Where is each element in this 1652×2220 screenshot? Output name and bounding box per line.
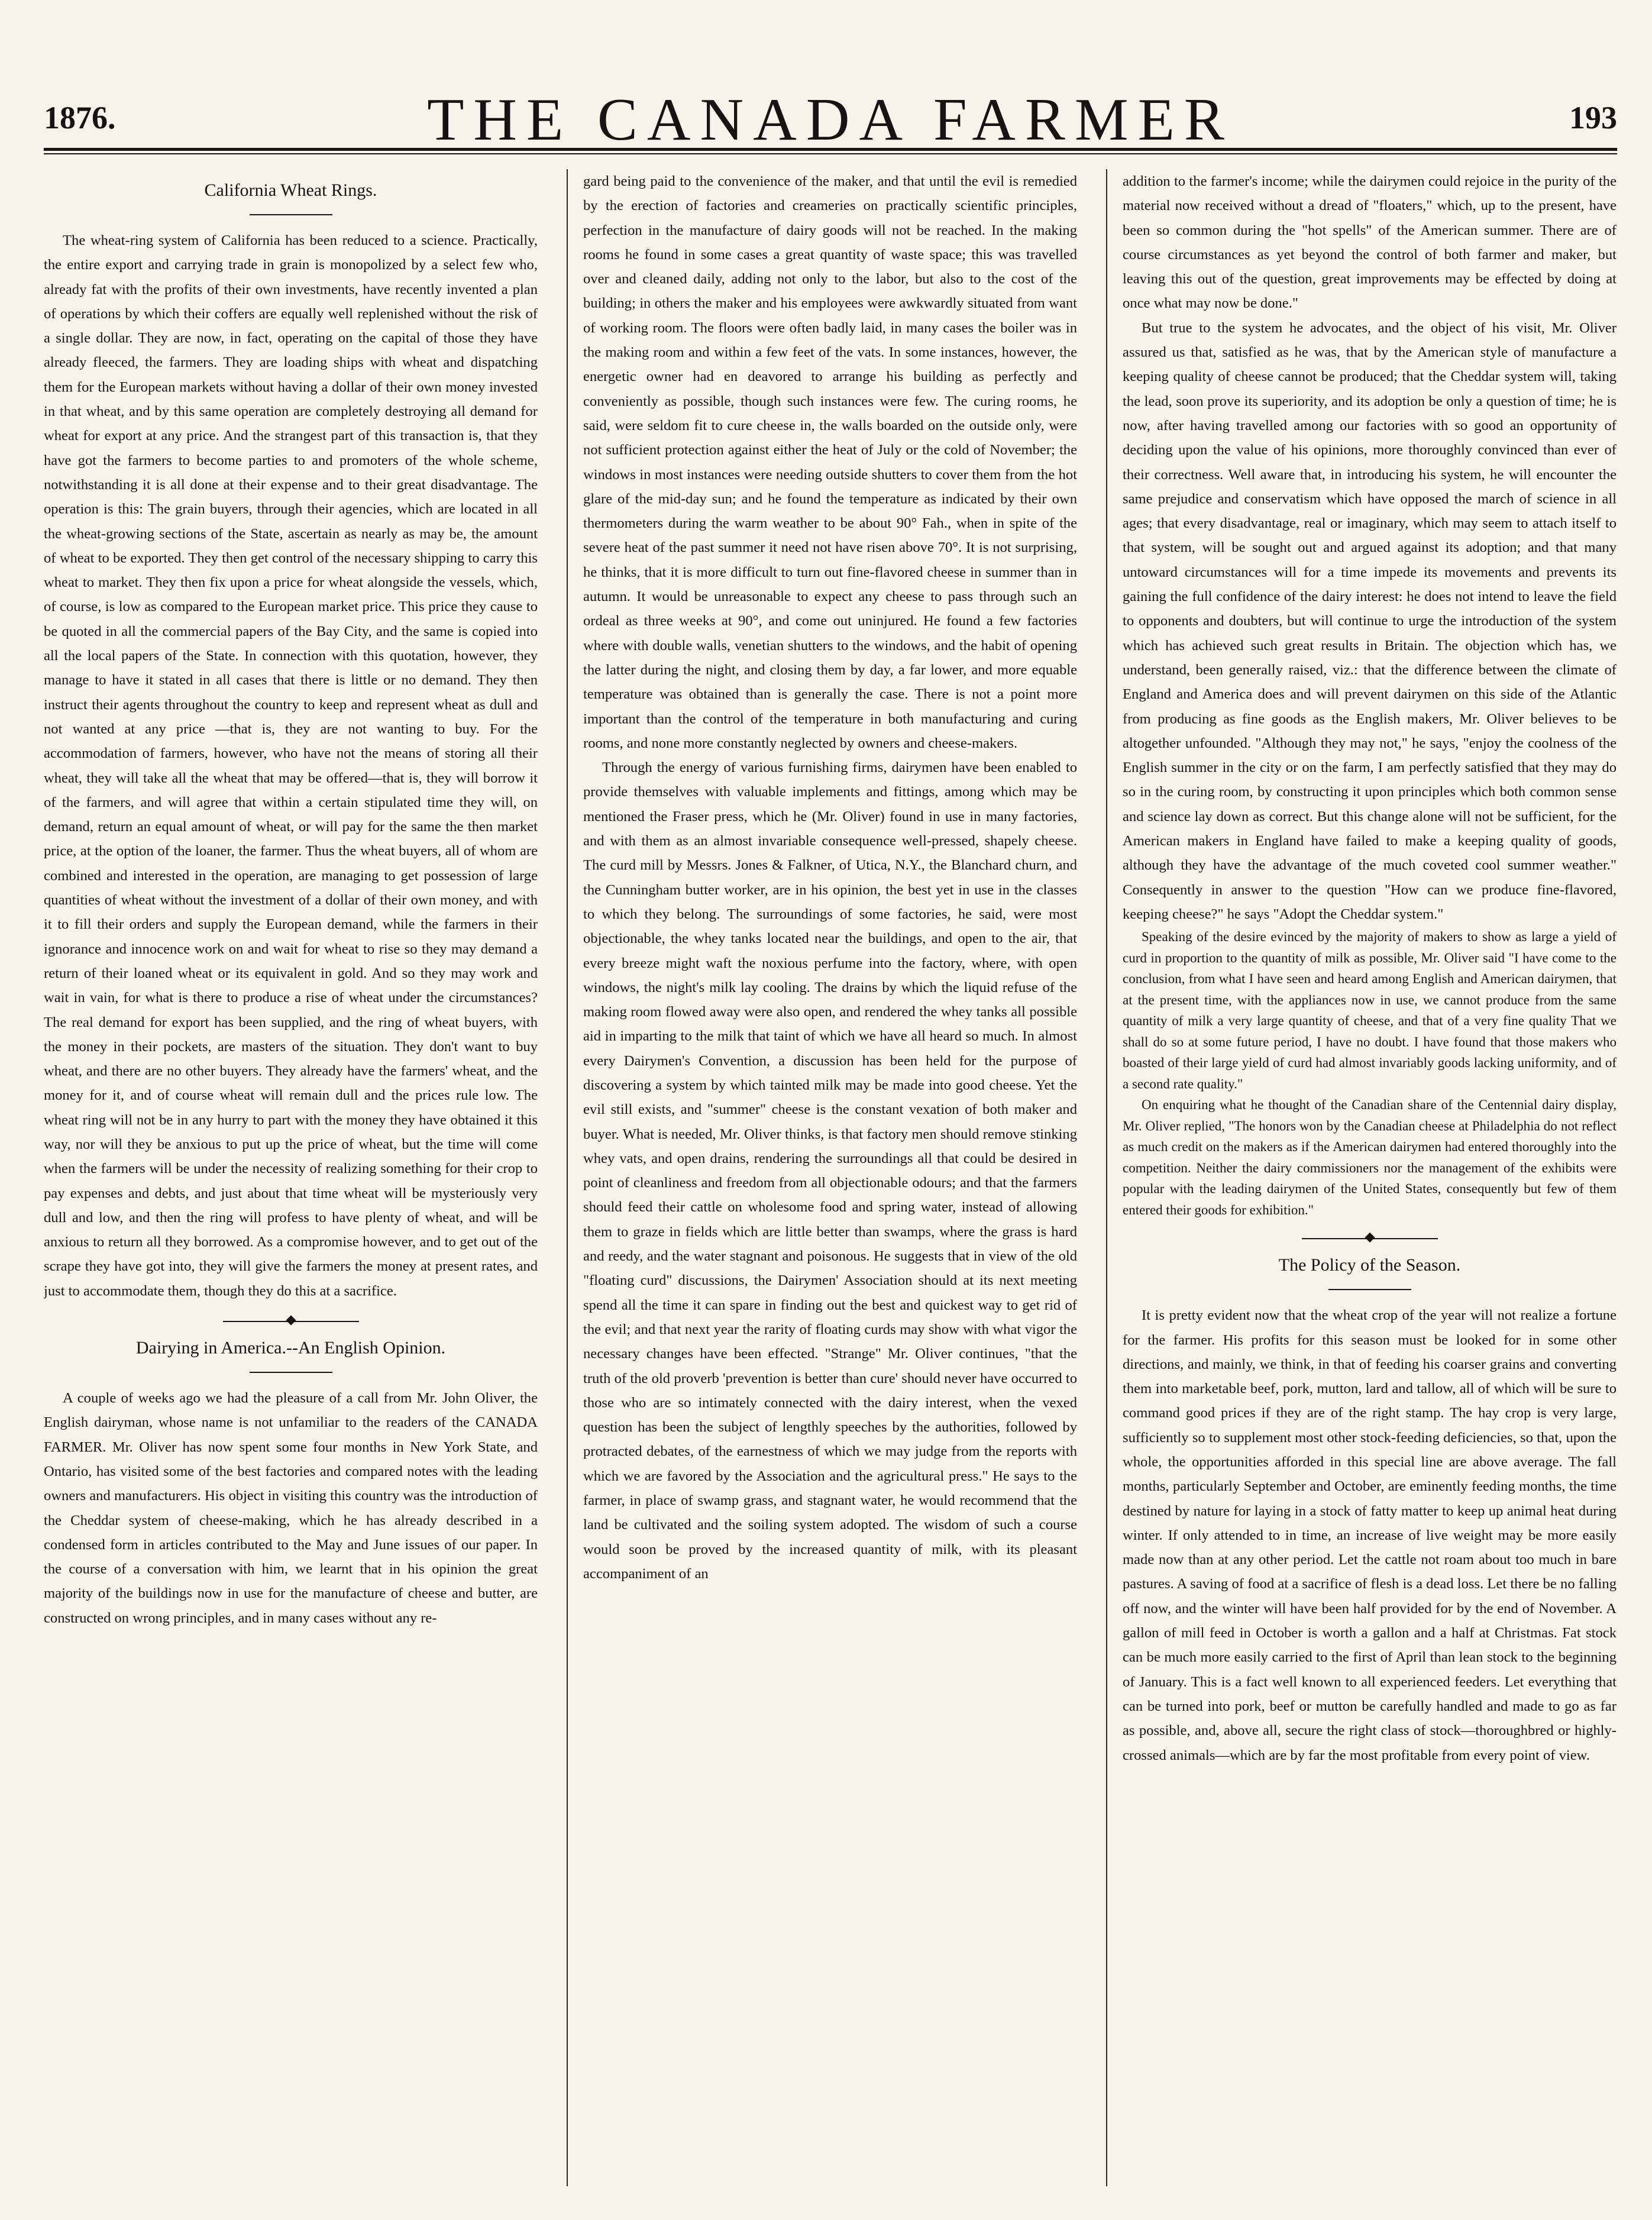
newspaper-title: THE CANADA FARMER [427,86,1234,153]
column-divider [567,169,568,2186]
article-heading-california-wheat-rings: California Wheat Rings. [204,180,377,200]
article-paragraph: gard being paid to the convenience of the maker, and that until the evil is remedied by the erection of factories and creameries on practically scientific principles, perfection in the manufacture of dairy goods will not be reached. In the making rooms he found in some cases a great quantity of waste space; this was travelled over and cleaned daily, adding not only to the labor, but also to the cost of the building; in others the maker and his employees were awkwardly situated from want of working room. The floors were often badly laid, in many cases the boiler was in the making room and within a few feet of the vats. In some instances, however, the energetic owner had en deavored to arrange his building as perfectly and conveniently as possible, though such instances were few. The curing rooms, he said, were seldom fit to cure cheese in, the walls boarded on the outside only, were not sufficient protection against either the heat of July or the cold of November; the windows in most instances were needing outside shutters to cover them from the hot glare of the mid-day sun; and he found the temperature as indicated by their own thermometers during the warm weather to be about 90° Fah., when in spite of the severe heat of the past summer it need not have risen above 70°. It is not surprising, he thinks, that it is more difficult to turn out fine-flavored cheese in summer than in autumn. It would be unreasonable to expect any cheese to pass through such an ordeal as three weeks at 90°, and come out uninjured. He found a few factories where with double walls, venetian shutters to the windows, and the habit of opening the latter during the night, and closing them by day, a far lower, and more equable temperature was obtained than is generally the case. There is not a point more important than the control of the temperature in both manufacturing and curing rooms, and none more constantly neglected by owners and cheese-makers. [583,173,1077,751]
article-heading-dairying-in-america: Dairying in America.--An English Opinion. [135,1338,446,1358]
article-separator [223,1321,359,1322]
column-2 [583,169,1077,2192]
article-paragraph: It is pretty evident now that the wheat crop of the year will not realize a fortune for the farmer. His profits for this season must be looked for in some other directions, and mainly, we think, in that of feeding his coarser grains and converting them into marketable beef, pork, mutton, lard and tallow, all of which will be sure to command good prices if they are of the right stamp. The hay crop is very large, sufficiently so to supplement most other stock-feeding deficiencies, so that, upon the whole, the opportunities afforded in this special line are above average. The fall months, particularly September and October, are eminently feeding months, the time destined by nature for laying in a stock of fatty matter to keep up animal heat during winter. If only attended to in time, an increase of live weight may be more easily made now than at any other period. Let the cattle not roam about too much in bare pastures. A saving of food at a sacrifice of flesh is a dead loss. Let there be no falling off now, and the winter will have been half provided for by the end of November. A gallon of mill feed in October is worth a gallon and a half at Christmas. Fat stock can be much more easily carried to the first of April than lean stock to the beginning of January. This is a fact well known to all experienced feeders. Let everything that can be turned into pork, beef or mutton be carefully handled and made to go as far as possible, and, above all, secure the right class of stock—thoroughbred or highly-crossed animals—which are by far the most profitable from every point of view. [1123,1307,1617,1763]
column-1 [44,169,538,2192]
heading-rule [250,1372,332,1373]
masthead [44,77,1617,153]
column-3 [1123,169,1617,2192]
article-paragraph: The wheat-ring system of California has been reduced to a science. Practically, the entire export and carrying trade in grain is monopolized by a select few who, already fat with the profits of their own investments, have recently invented a plan of operations by which their coffers are equally well replenished without the risk of a single dollar. They are now, in fact, operating on the capital of those they have already fleeced, the farmers. They are loading ships with wheat and dispatching them for the European markets without having a dollar of their own money invested in that wheat, and by this same operation are completely destroying all demand for wheat for export at any price. And the strangest part of this transaction is, that they have got the farmers to become parties to and promoters of the whole scheme, notwithstanding it is all done at their expense and to their great disadvantage. The operation is this: The grain buyers, through their agencies, which are located in all the wheat-growing sections of the State, ascertain as nearly as may be, the amount of wheat to be exported. They then get control of the necessary shipping to carry this wheat to market. They then fix upon a price for wheat alongside the vessels, which, of course, is low as compared to the European market price. This price they cause to be quoted in all the commercial papers of the Bay City, and the same is copied into all the local papers of the State. In connection with this quotation, however, they manage to have it stated in all cases that there is little or no demand. They then instruct their agents throughout the country to keep and represent wheat as dull and not wanted at any price —that is, they are not wanting to buy. For the accommodation of farmers, however, who have not the means of storing all their wheat, they will take all the wheat that may be offered—that is, they will borrow it of the farmers, and will agree that within a certain stipulated time they will, on demand, return an equal amount of wheat, or will pay for the same the then market price, at the option of the loaner, the farmer. Thus the wheat buyers, all of whom are combined and interested in the operation, are managing to get possession of large quantities of wheat without the investment of a dollar of their own money, and with it to fill their orders and supply the European demand, while the farmers in their ignorance and innocence work on and wait for wheat to rise so they may demand a return of their loaned wheat or its equivalent in gold. And so they may work and wait in vain, for what is there to produce a rise of wheat under the circumstances? The real demand for export has been supplied, and the ring of wheat buyers, with the money in their pockets, are masters of the situation. They don't want to buy wheat, and there are no other buyers. They already have the farmers' wheat, and the money for it, and of course wheat will remain dull and the prices rule low. The wheat ring will not be in any hurry to part with the money they have obtained it this way, nor will they be anxious to put up the price of wheat, but the time will come when the farmers will be under the necessity of realizing something for their crop to pay expenses and debts, and just about that time wheat will be mysteriously very dull and low, and then the ring will profess to have plenty of wheat, and will be anxious to return all they borrowed. As a compromise however, and to get out of the scrape they have got into, they will give the farmers the money at present rates, and just to accommodate them, though they do this at a sacrifice. [44,232,538,1299]
article-paragraph: On enquiring what he thought of the Canadian share of the Centennial dairy display, Mr. Oliver replied, "The honors won by the Canadian cheese at Philadelphia do not reflect as much credit on the makers as if the American dairymen had entered thoroughly into the competition. Neither the dairy commissioners nor the management of the exhibits were popular with the leading dairymen of the United States, consequently but few of them entered their goods for exhibition." [1123,1097,1617,1217]
article-paragraph: addition to the farmer's income; while the dairymen could rejoice in the purity of the material now received without a dread of "floaters," which, up to the present, have been so common during the "hot spells" of the American summer. There are of course circumstances as yet beyond the control of both farmer and maker, but leaving this out of the question, great improvements may be effected by doing at once what may now be done." [1123,173,1617,312]
article-paragraph: Speaking of the desire evinced by the majority of makers to show as large a yield of curd in proportion to the quantity of milk as possible, Mr. Oliver said "I have come to the conclusion, from what I have seen and heard among English and American dairymen, that at the present time, with the appliances now in use, we cannot produce from the same quantity of milk a very large quantity of cheese, and that of a very fine quality That we shall do so at some future period, I have no doubt. I have found that those makers who boasted of their large yield of curd had almost invariably goods lacking uniformity, and of a second rate quality." [1123,929,1617,1091]
heading-rule [250,214,332,215]
article-paragraph: Through the energy of various furnishing firms, dairymen have been enabled to provide themselves with valuable implements and fittings, among which may be mentioned the Fraser press, which he (Mr. Oliver) found in use in many factories, and with them as an almost invariable consequence well-pressed, shapely cheese. The curd mill by Messrs. Jones & Falkner, of Utica, N.Y., the Blanchard churn, and the Cunningham butter worker, are in his opinion, the best yet in use in the classes to which they belong. The surroundings of some factories, he said, were most objectionable, the whey tanks located near the buildings, and open to the air, that every breeze might waft the noxious perfume into the factory, where, with open windows, the night's milk lay cooling. The drains by which the liquid refuse of the making room flowed away were also open, and rendered the whey tanks all possible aid in imparting to the milk that taint of which we have all heard so much. In almost every Dairymen's Convention, a discussion has been held for the purpose of discovering a system by which tainted milk may be made into good cheese. Yet the evil still exists, and "summer" cheese is the constant vexation of both maker and buyer. What is needed, Mr. Oliver thinks, is that factory men should remove stinking whey vats, and open drains, rendering the surroundings all that could be desired in point of cleanliness and freedom from all objectionable odours; and that the farmers should feed their cattle on wholesome food and spring water, instead of allowing them to graze in fields which are little better than swamps, where the grass is hard and reedy, and the water stagnant and poisonous. He suggests that in view of the old "floating curd" discussions, the Dairymen' Association should at its next meeting spend all the time it can spare in finding out the best and quickest way to get rid of the evil; and that next year the rarity of floating curds may show with what vigor the necessary changes have been effected. "Strange" Mr. Oliver continues, "that the truth of the old proverb 'prevention is better than cure' should never have occurred to those who are so intimately connected with the dairy interest, when the vexed question has been the subject of lengthly speeches by the authorities, followed by protracted debates, of the earnestness of which we may judge from the reports with which we are favored by the Association and the agricultural press." He says to the farmer, in place of swamp grass, and stagnant water, he would recommend that the land be cultivated and the soiling system adopted. The wisdom of such a course would soon be proved by the increased quantity of milk, with its pleasant accompaniment of an [583,760,1077,1582]
article-paragraph: But true to the system he advocates, and the object of his visit, Mr. Oliver assured us that, satisfied as he was, that by the American style of manufacture a keeping quality of cheese cannot be produced; that the Cheddar system will, taking the lead, soon prove its superiority, and its adoption be only a question of time; he is now, after having travelled among our factories with so good an opportunity of deciding upon the value of his opinions, more thoroughly convinced than ever of their correctness. Well aware that, in introducing his system, he will encounter the same prejudice and conservatism which have opposed the march of science in all ages; that every disadvantage, real or imaginary, which may seem to attach itself to that system, will be sought out and argued against its adoption; and that many untoward circumstances will for a time impede its movements and prevents its gaining the full confidence of the dairy interest: he does not intend to leave the field to opponents and doubters, but will continue to urge the introduction of the system which has achieved such great results in Britain. The objection which has, we understand, been generally raised, viz.: that the difference between the climate of England and America does and will prevent dairymen on this side of the Atlantic from producing as fine goods as the English makers, Mr. Oliver believes to be altogether unfounded. "Although they may not," he says, "enjoy the coolness of the English summer in the city or on the farm, I am perfectly satisfied that they may do so in the curing room, by constructing it upon principles which both common sense and science lay down as correct. But this change alone will not be sufficient, for the American makers in England have failed to make a keeping quality of goods, although they have the advantage of the much coveted cool summer weather." Consequently in answer to the question "How can we produce fine-flavored, keeping cheese?" he says "Adopt the Cheddar system." [1123,319,1617,922]
article-paragraph: A couple of weeks ago we had the pleasure of a call from Mr. John Oliver, the English dairyman, whose name is not unfamiliar to the readers of the CANADA FARMER. Mr. Oliver has now spent some four months in New York State, and Ontario, has visited some of the best factories and compared notes with the leading owners and manufacturers. His object in visiting this country was the introduction of the Cheddar system of cheese-making, which he has already described in a condensed form in articles contributed to the May and June issues of our paper. In the course of a conversation with him, we learnt that in his opinion the great majority of the buildings now in use for the manufacture of cheese and butter, are constructed on wrong principles, and in many cases without any re- [44,1390,538,1626]
page-number: 193 [1569,100,1617,135]
article-heading-policy-of-the-season: The Policy of the Season. [1278,1255,1461,1275]
issue-year: 1876. [44,100,116,135]
heading-rule [1328,1289,1411,1290]
column-divider [1106,169,1107,2186]
masthead-rule [44,148,1617,154]
article-separator [1302,1238,1438,1239]
